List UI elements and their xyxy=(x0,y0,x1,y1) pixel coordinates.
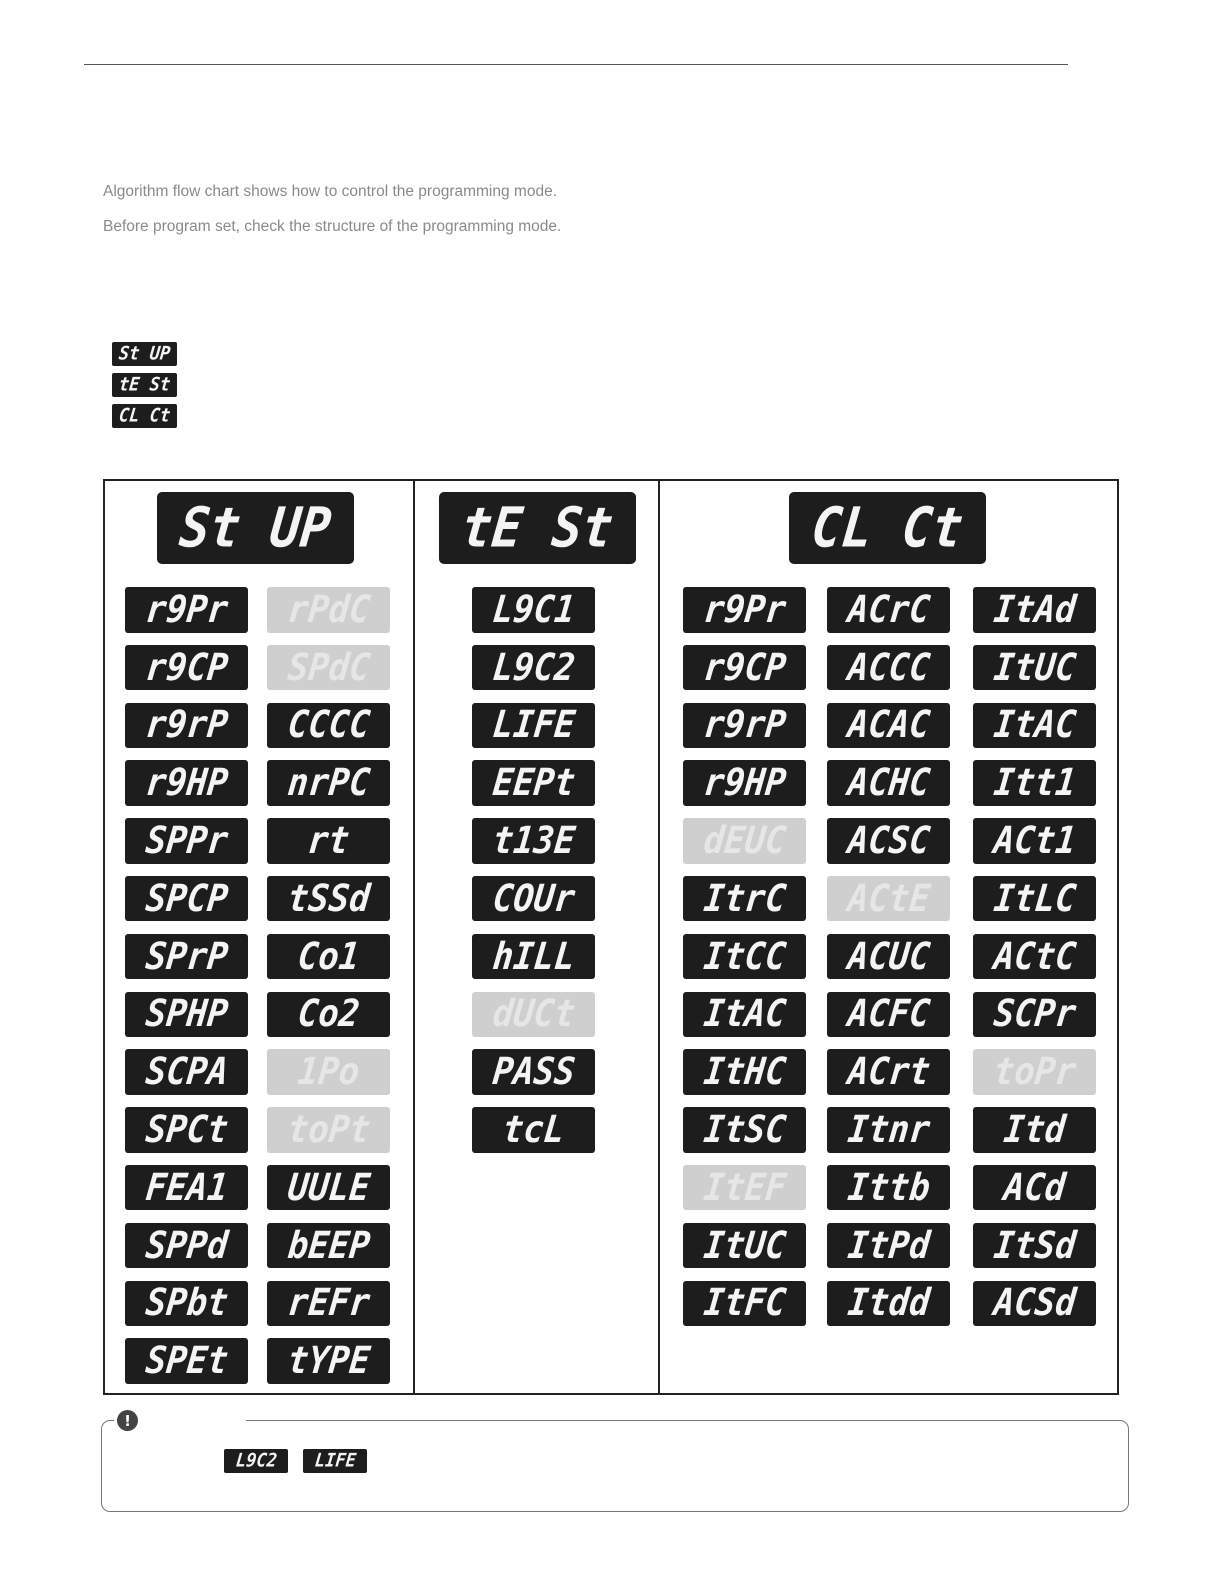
code-display: COUr xyxy=(472,876,595,922)
code-display: r9HP xyxy=(125,760,248,806)
code-display: SPCP xyxy=(125,876,248,922)
clct-column-1 xyxy=(683,587,806,1326)
header-test-display: tE St xyxy=(439,492,636,564)
code-display: toPr xyxy=(973,1049,1096,1095)
stup-right-column xyxy=(267,587,390,1384)
code-display: r9rP xyxy=(683,703,806,749)
code-display: rPdC xyxy=(267,587,390,633)
code-display: r9CP xyxy=(683,645,806,691)
test-column xyxy=(472,587,595,1153)
code-display: ItAC xyxy=(683,992,806,1038)
code-display: ACrt xyxy=(827,1049,950,1095)
intro-line-2: Before program set, check the structure of the programming mode. xyxy=(103,218,562,235)
code-display: ItAd xyxy=(973,587,1096,633)
code-display: LIFE xyxy=(472,703,595,749)
header-stup-display: St UP xyxy=(157,492,354,564)
code-display: r9CP xyxy=(125,645,248,691)
code-display: dEUC xyxy=(683,818,806,864)
code-display: ACSd xyxy=(973,1281,1096,1327)
clct-column-3 xyxy=(973,587,1096,1326)
code-display: rt xyxy=(267,818,390,864)
code-display: SPHP xyxy=(125,992,248,1038)
code-display: tYPE xyxy=(267,1338,390,1384)
code-display: ItAC xyxy=(973,703,1096,749)
code-display: ItPd xyxy=(827,1223,950,1269)
code-display: L9C2 xyxy=(472,645,595,691)
code-display: toPt xyxy=(267,1107,390,1153)
code-display: dUCt xyxy=(472,992,595,1038)
code-display: SPdC xyxy=(267,645,390,691)
code-display: ACtE xyxy=(827,876,950,922)
code-display: SPbt xyxy=(125,1281,248,1327)
code-display: ACCC xyxy=(827,645,950,691)
intro-line-1: Algorithm flow chart shows how to control the programming mode. xyxy=(103,183,558,200)
code-display: ACtC xyxy=(973,934,1096,980)
code-display: ACrC xyxy=(827,587,950,633)
code-display: ItSC xyxy=(683,1107,806,1153)
stup-left-column xyxy=(125,587,248,1384)
code-display: Co2 xyxy=(267,992,390,1038)
clct-column-2 xyxy=(827,587,950,1326)
code-display: ACd xyxy=(973,1165,1096,1211)
code-display: SPCt xyxy=(125,1107,248,1153)
code-display: ACt1 xyxy=(973,818,1096,864)
code-display: FEA1 xyxy=(125,1165,248,1211)
code-display: SCPA xyxy=(125,1049,248,1095)
code-display: CCCC xyxy=(267,703,390,749)
code-display: ItCC xyxy=(683,934,806,980)
code-display: PASS xyxy=(472,1049,595,1095)
code-display: Ittb xyxy=(827,1165,950,1211)
code-display: SPEt xyxy=(125,1338,248,1384)
note-code-display: L9C2 xyxy=(224,1449,288,1473)
code-display: r9Pr xyxy=(683,587,806,633)
mode-structure-table xyxy=(103,479,1119,1395)
code-display: SPPr xyxy=(125,818,248,864)
code-display: SPrP xyxy=(125,934,248,980)
code-display: rEFr xyxy=(267,1281,390,1327)
code-display: ACUC xyxy=(827,934,950,980)
code-display: Itd xyxy=(973,1107,1096,1153)
code-display: Itt1 xyxy=(973,760,1096,806)
code-display: L9C1 xyxy=(472,587,595,633)
code-display: ItLC xyxy=(973,876,1096,922)
code-display: 1Po xyxy=(267,1049,390,1095)
code-display: t13E xyxy=(472,818,595,864)
code-display: SCPr xyxy=(973,992,1096,1038)
code-display: ACSC xyxy=(827,818,950,864)
column-divider xyxy=(658,479,660,1395)
code-display: r9Pr xyxy=(125,587,248,633)
header-clct-display: CL Ct xyxy=(789,492,986,564)
code-display: tcL xyxy=(472,1107,595,1153)
code-display: Itdd xyxy=(827,1281,950,1327)
code-display: ItSd xyxy=(973,1223,1096,1269)
code-display: r9rP xyxy=(125,703,248,749)
column-divider xyxy=(413,479,415,1395)
code-display: ItrC xyxy=(683,876,806,922)
code-display: EEPt xyxy=(472,760,595,806)
code-display: ACAC xyxy=(827,703,950,749)
code-display: ItUC xyxy=(683,1223,806,1269)
legend-test-display: tE St xyxy=(112,373,177,397)
code-display: ACHC xyxy=(827,760,950,806)
code-display: bEEP xyxy=(267,1223,390,1269)
code-display: ItEF xyxy=(683,1165,806,1211)
code-display: r9HP xyxy=(683,760,806,806)
note-code-display: LIFE xyxy=(303,1449,367,1473)
legend-clct-display: CL Ct xyxy=(112,404,177,428)
code-display: nrPC xyxy=(267,760,390,806)
code-display: Co1 xyxy=(267,934,390,980)
exclamation-icon: ! xyxy=(117,1410,138,1431)
code-display: UULE xyxy=(267,1165,390,1211)
code-display: ItUC xyxy=(973,645,1096,691)
code-display: ItHC xyxy=(683,1049,806,1095)
code-display: tSSd xyxy=(267,876,390,922)
legend-stup-display: St UP xyxy=(112,342,177,366)
code-display: ItFC xyxy=(683,1281,806,1327)
top-rule xyxy=(84,64,1068,65)
code-display: SPPd xyxy=(125,1223,248,1269)
code-display: hILL xyxy=(472,934,595,980)
code-display: Itnr xyxy=(827,1107,950,1153)
code-display: ACFC xyxy=(827,992,950,1038)
